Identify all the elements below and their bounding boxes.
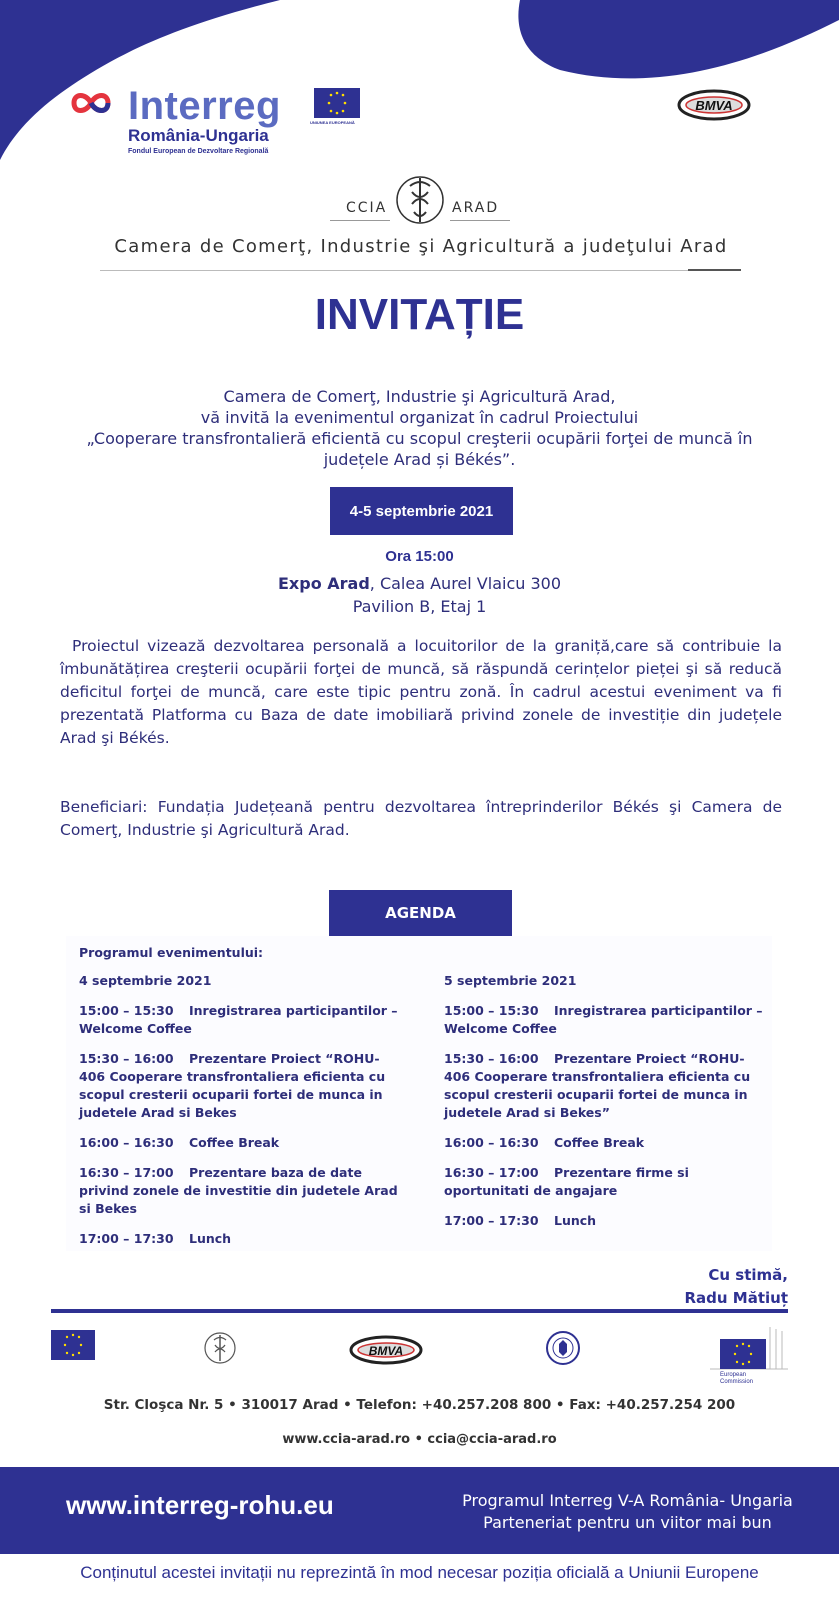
footer-rule	[51, 1309, 788, 1313]
interreg-website-link[interactable]: www.interreg-rohu.eu	[66, 1490, 334, 1520]
bmva-logo-text: BMVA	[695, 98, 733, 113]
agenda-item: 16:30 – 17:00 Prezentare firme si oportunitati de angajare	[444, 1165, 689, 1198]
agenda-day2	[444, 972, 784, 1242]
ec-label: European	[720, 1372, 747, 1378]
interreg-symbol-icon	[66, 88, 116, 118]
agenda-item: 15:00 – 15:30 Inregistrarea participantilor – Welcome Coffee	[444, 1003, 763, 1036]
venue-address: , Calea Aurel Vlaicu 300	[369, 574, 561, 593]
intro-line: Camera de Comerţ, Industrie şi Agricultură Arad,	[223, 387, 616, 406]
caduceus-icon	[392, 172, 448, 228]
ec-label: Commission	[720, 1379, 754, 1385]
event-date-badge: 4-5 septembrie 2021	[330, 487, 513, 535]
agenda-day-date: 5 septembrie 2021	[444, 973, 577, 988]
interreg-logo	[66, 82, 366, 162]
intro-project-name: „Cooperare transfrontalieră eficientă cu scopul creşterii ocupării forţei de muncă în județele Arad și Békés”.	[86, 429, 753, 469]
intro-line: vă invită la evenimentul organizat în cadrul Proiectului	[200, 408, 639, 427]
agenda-day1	[79, 972, 419, 1260]
program-name	[440, 1490, 815, 1534]
agenda-panel	[66, 936, 772, 1251]
eu-label: UNIUNEA EUROPEANĂ	[310, 120, 355, 125]
venue-name: Expo Arad	[277, 574, 370, 593]
agenda-item: 16:30 – 17:00 Prezentare baza de date privind zonele de investitie din judetele Arad si Bekes	[79, 1165, 398, 1216]
chamber-rule	[100, 270, 688, 271]
event-time: Ora 15:00	[385, 548, 454, 565]
disclaimer: Conținutul acestei invitații nu reprezintă în mod necesar poziția oficială a Uniunii Europene	[80, 1563, 759, 1582]
footer-address: Str. Cloşca Nr. 5 • 310017 Arad • Telefon: +40.257.208 800 • Fax: +40.257.254 200	[103, 1397, 736, 1413]
agenda-heading: Programul evenimentului:	[79, 945, 264, 960]
signature-name: Radu Mătiuț	[684, 1289, 788, 1307]
event-venue	[0, 572, 839, 618]
agenda-item: 15:30 – 16:00 Prezentare Proiect “ROHU-406 Cooperare transfrontaliera eficienta cu scopul cresterii ocuparii fortei de munca in judetele Arad si Bekes”	[444, 1051, 751, 1120]
agenda-label: AGENDA	[329, 890, 512, 936]
interreg-wordmark: Interreg	[128, 84, 281, 128]
bmva-footer-text: BMVA	[368, 1344, 404, 1358]
ccia-caduceus-icon	[202, 1330, 238, 1366]
agenda-item: 16:00 – 16:30 Coffee Break	[444, 1135, 645, 1150]
agenda-item: 15:30 – 16:00 Prezentare Proiect “ROHU-406 Cooperare transfrontaliera eficienta cu scopul cresterii ocuparii fortei de munca in judetele Arad si Bekes	[79, 1051, 386, 1120]
footer-contact: www.ccia-arad.ro • ccia@ccia-arad.ro	[282, 1432, 557, 1447]
venue-floor: Pavilion B, Etaj 1	[352, 597, 487, 616]
bmva-logo	[676, 86, 752, 124]
bmva-footer-logo	[348, 1333, 424, 1367]
arad-label: ARAD	[452, 200, 500, 216]
beneficiaries: Beneficiari: Fundația Județeană pentru dezvoltarea întreprinderilor Békés şi Camera de Comerţ, Industrie şi Agricultură Arad.	[60, 798, 782, 839]
program-line: Parteneriat pentru un viitor mai bun	[483, 1513, 772, 1532]
ccia-emblem	[330, 172, 510, 228]
agenda-item: 15:00 – 15:30 Inregistrarea participantilor – Welcome Coffee	[79, 1003, 398, 1036]
agenda-day-date: 4 septembrie 2021	[79, 973, 212, 988]
signature	[560, 1264, 788, 1310]
intro-text	[60, 386, 779, 470]
eu-flag-icon	[51, 1330, 95, 1360]
signature-closing: Cu stimă,	[708, 1266, 788, 1284]
agenda-item: 17:00 – 17:30 Lunch	[444, 1213, 597, 1228]
eu-flag-icon	[314, 88, 360, 118]
agenda-item: 17:00 – 17:30 Lunch	[79, 1231, 232, 1246]
interreg-region: România-Ungaria	[128, 126, 269, 145]
romanian-government-seal-icon	[545, 1330, 581, 1366]
chamber-rule-accent	[688, 269, 741, 271]
invitation-title: INVITAȚIE	[314, 290, 525, 339]
european-commission-logo	[700, 1325, 790, 1395]
program-line: Programul Interreg V-A România- Ungaria	[462, 1491, 793, 1510]
interreg-fund: Fondul European de Dezvoltare Regională	[128, 148, 269, 155]
project-description: Proiectul vizează dezvoltarea personală a locuitorilor de la graniță,care să contribuie la îmbunătățirea creşterii ocupării forţei de muncă, să răspundă cerințelor pieței şi să reducă deficitul forţei de muncă, care este tipic pentru zonă. În cadrul acestui eveniment va fi prezentată Platforma cu Baza de date imobiliară privind zonele de investiție din județele Arad şi Békés.	[60, 637, 782, 747]
ccia-label: CCIA	[346, 200, 388, 216]
agenda-item: 16:00 – 16:30 Coffee Break	[79, 1135, 280, 1150]
chamber-title: Camera de Comerţ, Industrie şi Agricultură a judeţului Arad	[114, 236, 728, 257]
